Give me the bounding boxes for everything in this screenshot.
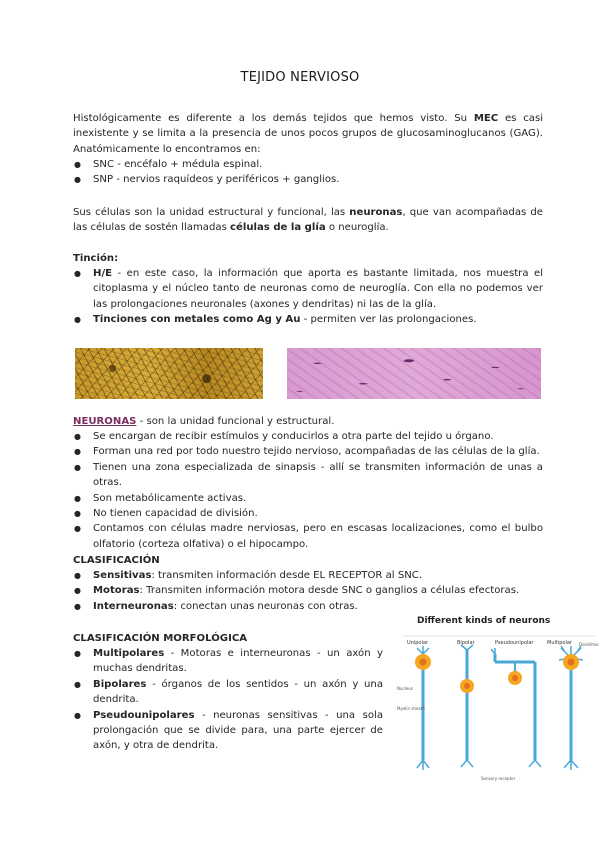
col-label-pseudounipolar: Pseudounipolar: [495, 640, 534, 646]
list-item: ● No tienen capacidad de división.: [73, 506, 543, 521]
clasificacion-list: [73, 568, 543, 614]
intro-list: [73, 157, 543, 188]
list-item: ● Son metabólicamente activas.: [73, 491, 543, 506]
label-myelin-sheath: Myelin sheath: [397, 706, 425, 711]
col-label-bipolar: Bipolar: [457, 640, 475, 646]
list-item: ● Sensitivas: transmiten información desde EL RECEPTOR al SNC.: [73, 568, 543, 583]
list-item: ● Forman una red por todo nuestro tejido nervioso, acompañadas de las células de la glía.: [73, 444, 543, 459]
list-item: ● SNP - nervios raquídeos y periféricos + ganglios.: [73, 172, 543, 187]
he-stain-micrograph: [287, 348, 541, 399]
label-nucleus: Nucleus: [397, 686, 413, 691]
list-item: ● Interneuronas: conectan unas neuronas con otras.: [73, 599, 543, 614]
list-item: ● Multipolares - Motoras e interneuronas - un axón y muchas dendritas.: [73, 646, 383, 677]
label-dendrites: Dendrites: [579, 642, 599, 647]
label-sensory-receptor: Sensory receptor: [481, 776, 516, 781]
list-item: ● Bipolares - órganos de los sentidos - un axón y una dendrita.: [73, 677, 383, 708]
neuronas-list: [73, 429, 543, 552]
col-label-unipolar: Unipolar: [407, 640, 428, 646]
list-item: ● Tinciones con metales como Ag y Au - permiten ver las prolongaciones.: [73, 312, 543, 327]
neuronas-link[interactable]: NEURONAS: [73, 416, 137, 427]
tincion-list: [73, 266, 543, 328]
clasificacion-heading: CLASIFICACIÓN: [73, 555, 160, 566]
list-item: ● H/E - en este caso, la información que aporta es bastante limitada, nos muestra el citoplasma y el núcleo tanto de neuronas como de neuroglía. Con ella no podemos ver las prolongaciones neuronales (axones y dendritas) ni las de la glía.: [73, 266, 543, 312]
cells-paragraph: Sus células son la unidad estructural y funcional, las neuronas, que van acompañadas de las células de sostén llamadas células de la glía o neuroglía.: [73, 207, 543, 234]
list-item: ● Motoras: Transmiten información motora desde SNC o ganglios a células efectoras.: [73, 583, 543, 598]
tincion-label: Tinción:: [73, 253, 119, 264]
morfologica-heading: CLASIFICACIÓN MORFOLÓGICA: [73, 633, 248, 644]
neuronas-heading: NEURONAS - son la unidad funcional y estructural.: [73, 416, 335, 427]
page-title: TEJIDO NERVIOSO: [240, 70, 360, 85]
list-item: ● Contamos con células madre nerviosas, pero en escasas localizaciones, como el bulbo olfatorio (corteza olfativa) o el hipocampo.: [73, 521, 543, 552]
intro-paragraph: Histológicamente es diferente a los demás tejidos que hemos visto. Su MEC es casi inexistente y se limita a la presencia de unos pocos grupos de glucosaminoglucanos (GAG). Anatómicamente lo encontramos en:: [73, 113, 544, 155]
list-item: ● Tienen una zona especializada de sinapsis - allí se transmiten información de unas a otras.: [73, 460, 543, 491]
list-item: ● SNC - encéfalo + médula espinal.: [73, 157, 543, 172]
silver-stain-micrograph: [75, 348, 263, 399]
col-label-multipolar: Multipolar: [547, 640, 572, 646]
list-item: ● Pseudounipolares - neuronas sensitivas - una sola prolongación que se divide para, una parte ejercer de axón, y otra de dendrita.: [73, 708, 383, 754]
neuron-types-figure: [395, 610, 600, 790]
figure-title: Different kinds of neurons: [417, 616, 551, 626]
list-item: ● Se encargan de recibir estímulos y conducirlos a otra parte del tejido u órgano.: [73, 429, 543, 444]
morfologica-list: [73, 646, 383, 754]
